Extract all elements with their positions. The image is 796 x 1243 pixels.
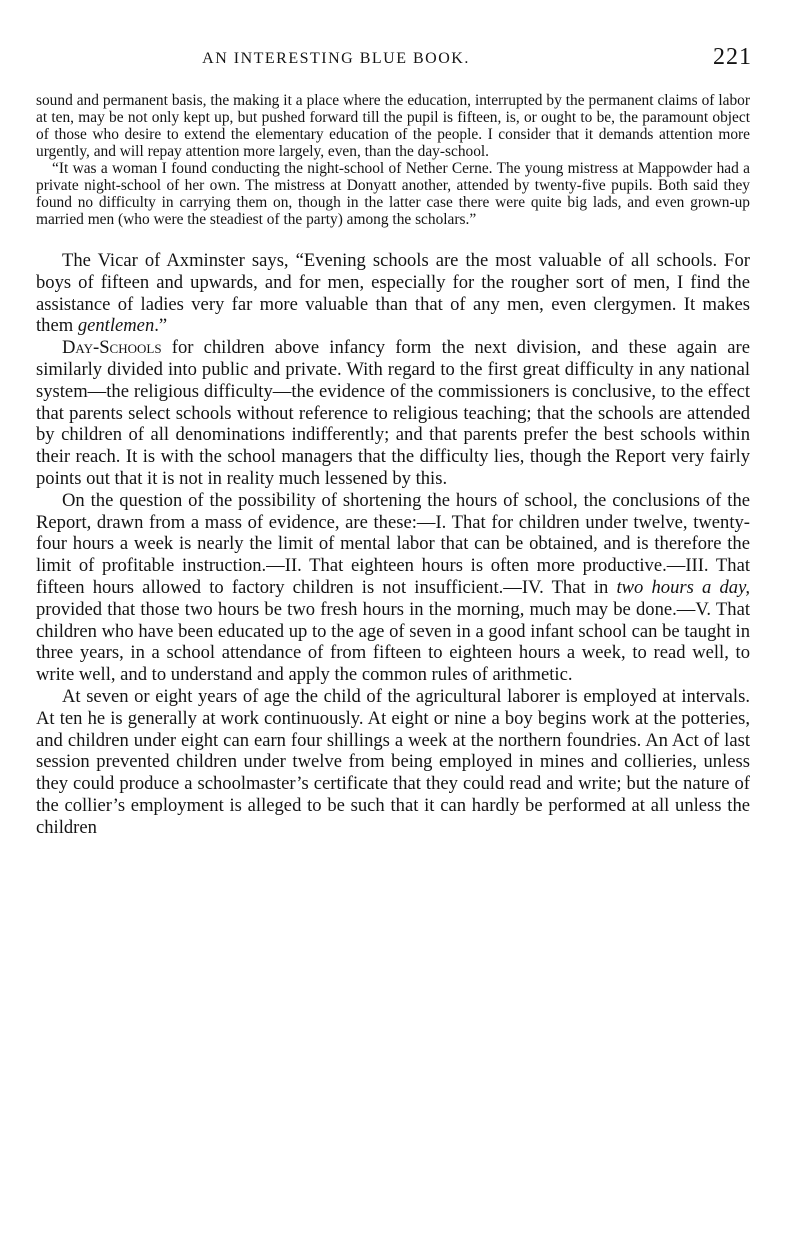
paragraph-day-schools-text: for children above infancy form the next division, and these again are similarly divided into public and private. With regard to the first great difficulty in any national system—the religious difficulty—the evidence of the commissioners is conclusive, to the effect that parents select schools without reference to religious teaching; that the schools are attended by children of all denominations indifferently; and that parents prefer the best schools within their reach. It is with the school managers that the difficulty lies, though the Report very fairly points out that it is not in reality much lessened by this. (36, 337, 750, 489)
quoted-passage (36, 92, 750, 228)
paragraph-hours-italic: two hours a day, (616, 576, 750, 598)
day-schools-heading: Day-Schools (62, 337, 162, 359)
page-header (36, 44, 752, 74)
paragraph-hours-end: provided that those two hours be two fresh hours in the morning, much may be done.—V. That children who have been educated up to the age of seven in a good infant school can be taught in three years, in a school attendance of from fifteen to eighteen hours a week, to read well, to write well, and to understand and apply the common rules of arithmetic. (36, 598, 750, 686)
paragraph-vicar-italic: gentlemen (77, 315, 155, 337)
page-number: 221 (713, 44, 752, 70)
body-text (36, 250, 750, 839)
paragraph-vicar (36, 250, 750, 337)
running-title: AN INTERESTING BLUE BOOK. (202, 50, 470, 67)
quote-paragraph-1: sound and permanent basis, the making it a place where the education, interrupted by the permanent claims of labor at ten, may be not only kept up, but pushed forward till the pupil is fifteen, is, or ought to be, the paramount object of those who desire to extend the elementary education of the people. I consider that it demands attention more urgently, and will repay attention more largely, even, than the day-school. (36, 92, 750, 160)
quote-paragraph-2: “It was a woman I found conducting the night-school of Nether Cerne. The young mistress at Mappowder had a private night-school of her own. The mistress at Donyatt another, attended by twenty-five pupils. Both said they found no difficulty in carrying them on, though in the latter case there were quite big lads, and even grown-up married men (who were the steadiest of the party) among the scholars.” (36, 160, 750, 228)
paragraph-labor: At seven or eight years of age the child of the agricultural laborer is employed at intervals. At ten he is generally at work continuously. At eight or nine a boy begins work at the potteries, and children under eight can earn four shillings a week at the northern foundries. An Act of last session prevented children under twelve from being employed in mines and collieries, unless they could produce a schoolmaster’s certificate that they could read and write; but the nature of the collier’s employment is alleged to be such that it can hardly be performed at all unless the children (36, 685, 750, 838)
paragraph-vicar-text: The Vicar of Axminster says, “Evening schools are the most valuable of all schools. For boys of fifteen and upwards, and for men, especially for the rougher sort of men, I find the assistance of ladies very far more valuable than that of any men, even clergymen. It makes them (36, 250, 750, 337)
paragraph-vicar-end: .” (154, 315, 168, 337)
paragraph-hours (36, 490, 750, 686)
paragraph-day-schools (36, 337, 750, 490)
page-content (36, 92, 750, 839)
paragraph-hours-text: On the question of the possibility of shortening the hours of school, the conclusions of the Report, drawn from a mass of evidence, are these:—I. That for children under twelve, twenty-four hours a week is nearly the limit of mental labor that can be obtained, and is therefore the limit of profitable instruction.—II. That eighteen hours is often more productive.—III. That fifteen hours allowed to factory children is not insufficient.—IV. That in (36, 489, 750, 598)
